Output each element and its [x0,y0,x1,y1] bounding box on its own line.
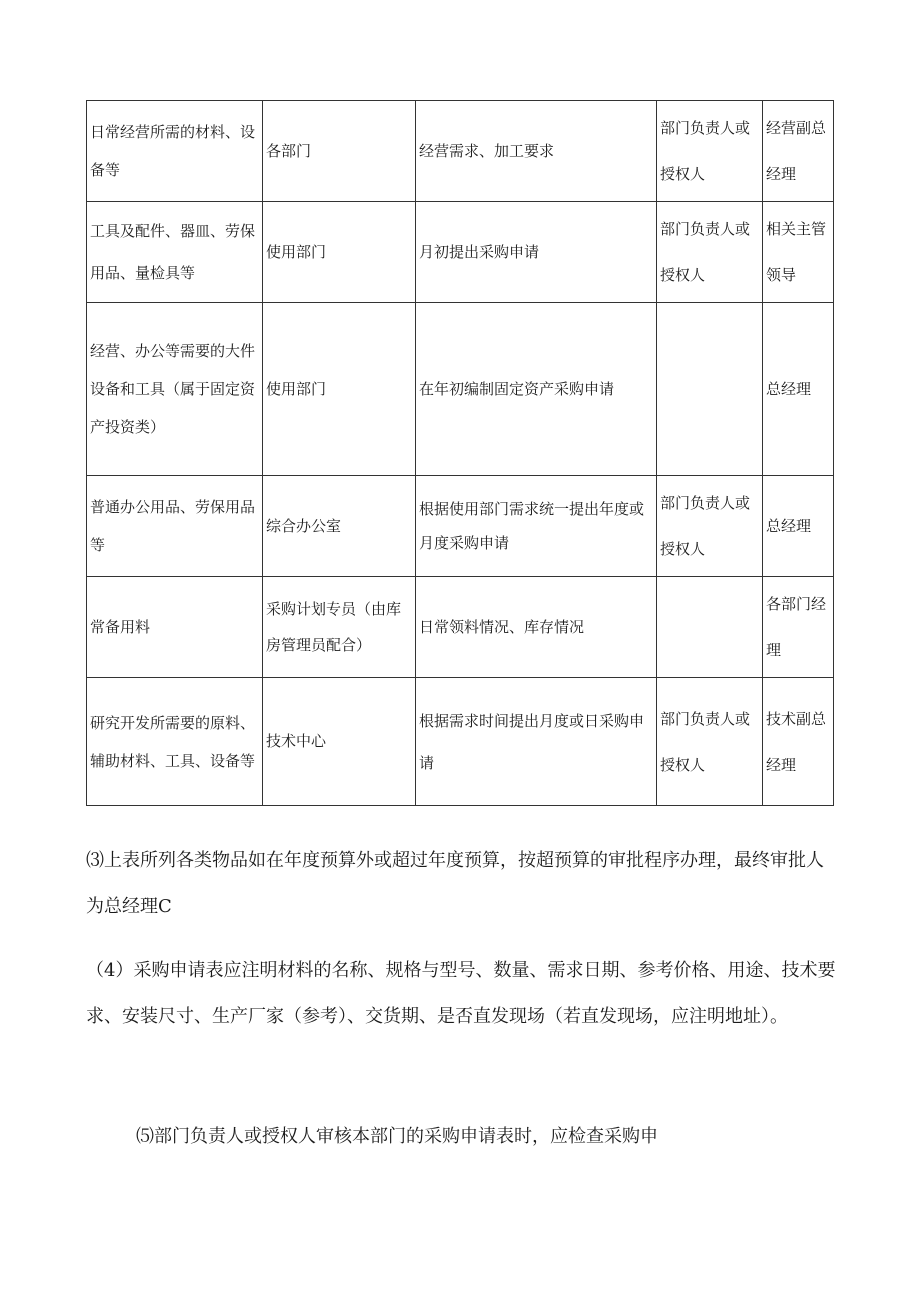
approver-cell: 相关主管领导 [763,202,834,303]
basis-cell: 根据需求时间提出月度或日采购申请 [416,678,657,806]
table-row [87,303,834,476]
table-row [87,476,834,577]
item-cell: 经营、办公等需要的大件设备和工具（属于固定资产投资类） [87,303,263,476]
table-row [87,101,834,202]
basis-cell: 根据使用部门需求统一提出年度或月度采购申请 [416,476,657,577]
approver-cell: 技术副总经理 [763,678,834,806]
paragraph-4: （4）采购申请表应注明材料的名称、规格与型号、数量、需求日期、参考价格、用途、技术要求、安装尺寸、生产厂家（参考）、交货期、是否直发现场（若直发现场，应注明地址）。 [86,960,836,1027]
item-cell: 研究开发所需要的原料、辅助材料、工具、设备等 [87,678,263,806]
procurement-approval-table [86,100,834,806]
item-cell: 常备用料 [87,577,263,678]
paragraph-3: ⑶上表所列各类物品如在年度预算外或超过年度预算，按超预算的审批程序办理，最终审批人为总经理C [86,850,824,917]
table-row [87,678,834,806]
approver-cell: 总经理 [763,476,834,577]
dept-cell: 技术中心 [263,678,416,806]
item-cell: 日常经营所需的材料、设备等 [87,101,263,202]
dept-cell: 各部门 [263,101,416,202]
dept-cell: 使用部门 [263,303,416,476]
basis-cell: 经营需求、加工要求 [416,101,657,202]
item-cell: 普通办公用品、劳保用品等 [87,476,263,577]
dept-cell: 使用部门 [263,202,416,303]
reviewer-cell [657,303,763,476]
table-row [87,202,834,303]
paragraph-5: ⑸部门负责人或授权人审核本部门的采购申请表时，应检查采购申 [136,1126,658,1147]
item-cell: 工具及配件、器皿、劳保用品、量检具等 [87,202,263,303]
dept-cell: 采购计划专员（由库房管理员配合） [263,577,416,678]
basis-cell: 月初提出采购申请 [416,202,657,303]
approver-cell: 经营副总经理 [763,101,834,202]
reviewer-cell: 部门负责人或授权人 [657,476,763,577]
dept-cell: 综合办公室 [263,476,416,577]
reviewer-cell: 部门负责人或授权人 [657,678,763,806]
reviewer-cell: 部门负责人或授权人 [657,202,763,303]
reviewer-cell [657,577,763,678]
basis-cell: 在年初编制固定资产采购申请 [416,303,657,476]
basis-cell: 日常领料情况、库存情况 [416,577,657,678]
approver-cell: 各部门经理 [763,577,834,678]
reviewer-cell: 部门负责人或授权人 [657,101,763,202]
table-row [87,577,834,678]
approver-cell: 总经理 [763,303,834,476]
